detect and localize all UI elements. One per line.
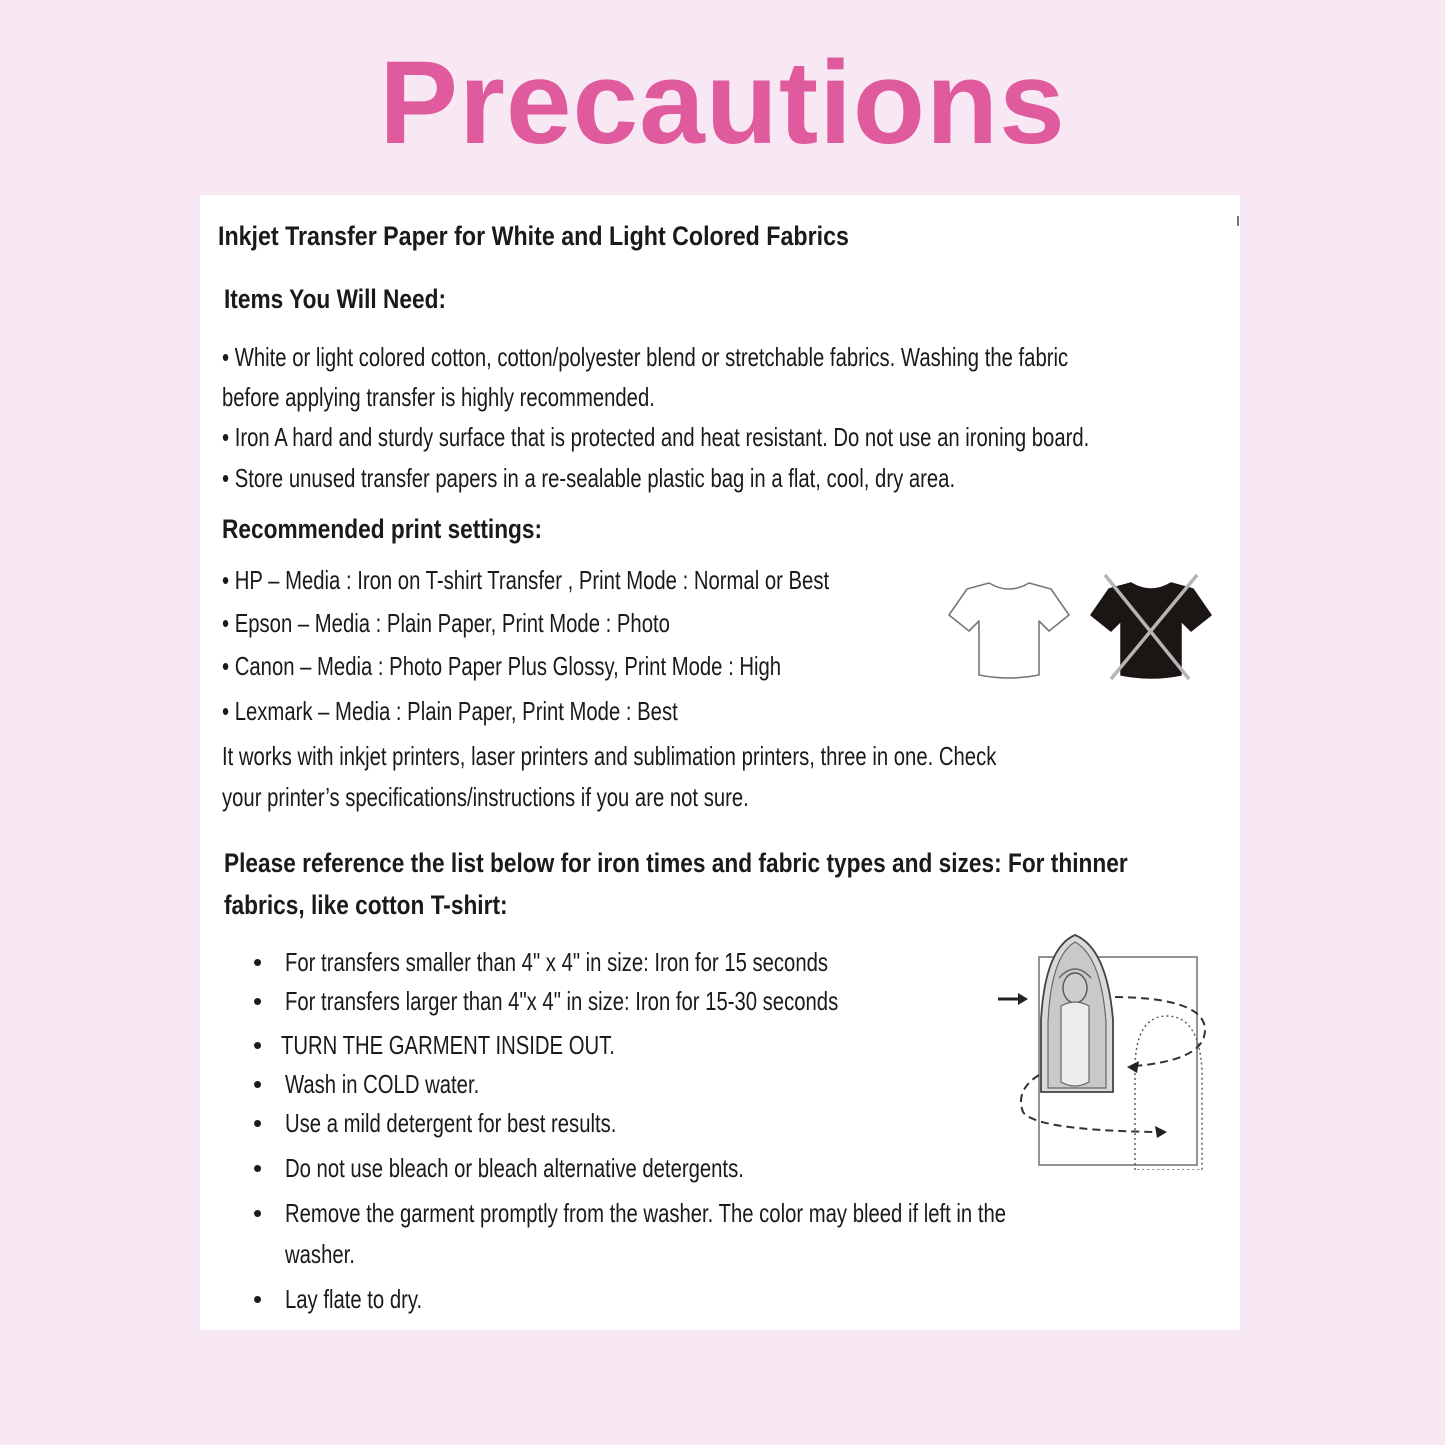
iron-motion-diagram — [995, 930, 1215, 1170]
panel-edge-mark — [1237, 216, 1239, 226]
items-heading: Items You Will Need: — [224, 284, 447, 314]
document-heading: Inkjet Transfer Paper for White and Light Colored Fabrics — [218, 221, 849, 251]
bullet-icon: • — [253, 986, 263, 1016]
print-setting-lexmark: • Lexmark – Media : Plain Paper, Print Mode : Best — [222, 696, 678, 726]
print-setting-hp: • HP – Media : Iron on T-shirt Transfer , Print Mode : Normal or Best — [222, 565, 830, 595]
items-line-2: before applying transfer is highly recommended. — [222, 382, 655, 412]
items-line-1: • White or light colored cotton, cotton/polyester blend or stretchable fabrics. Washing the fabric — [222, 342, 1069, 372]
iron-item-remove-promptly-cont: washer. — [285, 1239, 355, 1269]
iron-item-cold-water: Wash in COLD water. — [285, 1069, 480, 1099]
items-line-3: • Iron A hard and sturdy surface that is protected and heat resistant. Do not use an ironing board. — [222, 422, 1090, 452]
iron-item-inside-out: TURN THE GARMENT INSIDE OUT. — [281, 1030, 615, 1060]
page-title: Precautions — [379, 37, 1066, 169]
bullet-icon: • — [253, 1069, 263, 1099]
printer-note-line-1: It works with inkjet printers, laser printers and sublimation printers, three in one. Check — [222, 741, 997, 771]
iron-item-remove-promptly: Remove the garment promptly from the washer. The color may bleed if left in the — [285, 1198, 1007, 1228]
iron-item-no-bleach: Do not use bleach or bleach alternative detergents. — [285, 1153, 744, 1183]
items-line-4: • Store unused transfer papers in a re-sealable plastic bag in a flat, cool, dry area. — [222, 463, 956, 493]
bullet-icon: • — [253, 1153, 263, 1183]
bullet-icon: • — [253, 1108, 263, 1138]
iron-item-lay-flat: Lay flate to dry. — [285, 1284, 423, 1314]
print-setting-epson: • Epson – Media : Plain Paper, Print Mode : Photo — [222, 608, 670, 638]
bullet-icon: • — [253, 1030, 263, 1060]
white-tshirt-icon — [949, 583, 1069, 678]
iron-item-small-transfer: For transfers smaller than 4" x 4" in size: Iron for 15 seconds — [285, 947, 829, 977]
print-settings-heading: Recommended print settings: — [222, 514, 543, 544]
black-tshirt-crossed-icon — [1091, 575, 1211, 679]
bullet-icon: • — [253, 1198, 263, 1228]
tshirt-icons — [945, 573, 1215, 685]
print-setting-canon: • Canon – Media : Photo Paper Plus Glossy, Print Mode : High — [222, 651, 782, 681]
arrow-right-icon — [998, 993, 1028, 1005]
iron-item-mild-detergent: Use a mild detergent for best results. — [285, 1108, 617, 1138]
iron-section-heading-line-2: fabrics, like cotton T-shirt: — [224, 890, 508, 920]
printer-note-line-2: your printer’s specifications/instructions if you are not sure. — [222, 782, 749, 812]
bullet-icon: • — [253, 1284, 263, 1314]
bullet-icon: • — [253, 947, 263, 977]
iron-item-large-transfer: For transfers larger than 4"x 4" in size: Iron for 15-30 seconds — [285, 986, 839, 1016]
iron-section-heading-line-1: Please reference the list below for iron times and fabric types and sizes: For thinner — [224, 848, 1128, 878]
